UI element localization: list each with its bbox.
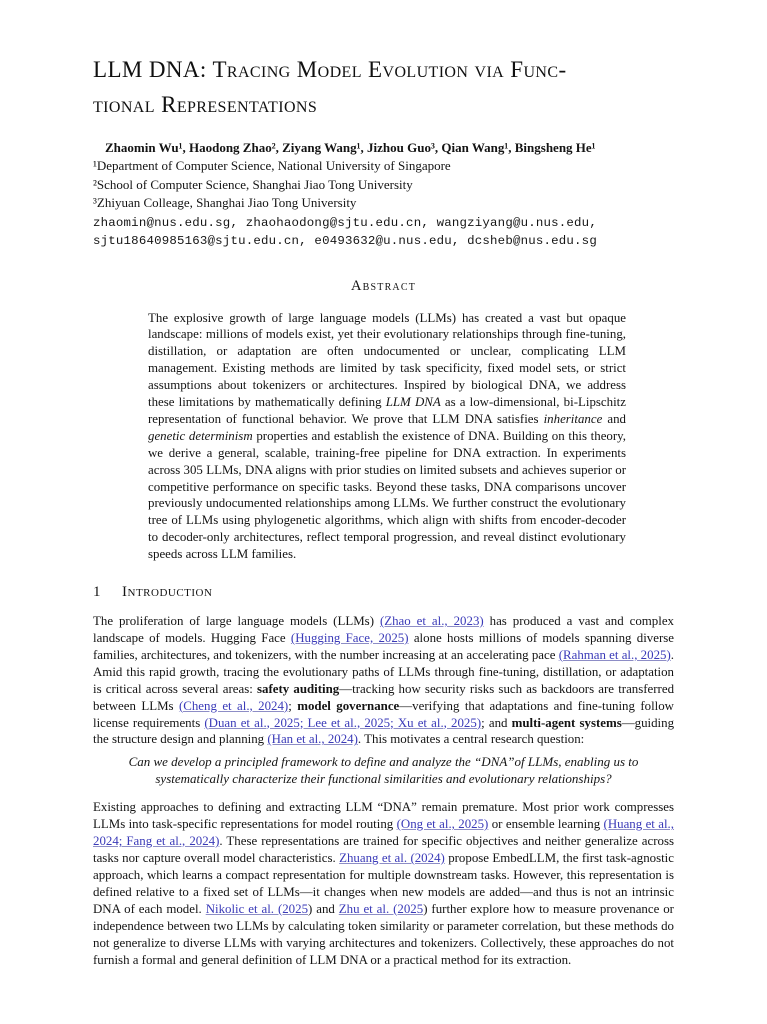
citation-link[interactable]: (Huang et al., 2024; Fang et al., 2024) (93, 817, 674, 849)
intro-paragraph-2 (93, 799, 674, 968)
text-segment: ) and (308, 901, 339, 916)
text-segment: and (602, 411, 626, 426)
emails-line-1: zhaomin@nus.edu.sg, zhaohaodong@sjtu.edu.cn, wangziyang@u.nus.edu, (93, 215, 597, 230)
text-segment: —tracking how security risks such as backdoors are transferred between LLMs (93, 681, 675, 713)
citation-link[interactable]: Zhuang et al. (2024) (339, 851, 445, 866)
text-segment: LLM DNA (385, 395, 441, 410)
text-segment: multi-agent systems (511, 715, 622, 730)
text-segment: Can we develop a principled framework to define and analyze the “DNA”of LLMs, enabling us to systematically characterize their functional similarities and evolutionary relationships? (128, 754, 639, 787)
author-block (93, 138, 674, 251)
page-title (93, 52, 674, 122)
citation-link[interactable]: (Han et al., 2024) (267, 732, 358, 747)
text-segment: The explosive growth of large language models (LLMs) has created a vast but opaque landscape: millions of models exist, yet their evolutionary relationships through fine-tuning, distillation, or adaptation are often undocumented or unclear, complicating LLM management. Existing methods are limited by task specificity, fixed model sets, or strict assumptions about tokenizers or architectures. Inspired by biological DNA, we address these limitations by mathematically defining (148, 310, 626, 410)
title-line-2: tional Representations (93, 92, 318, 117)
text-segment: The proliferation of large language models (LLMs) (93, 614, 380, 629)
authors-line: Zhaomin Wu¹, Haodong Zhao², Ziyang Wang¹, Jizhou Guo³, Qian Wang¹, Bingsheng He¹ (105, 140, 596, 155)
text-segment: . This motivates a central research question: (357, 732, 585, 747)
text-segment: ; (288, 698, 298, 713)
citation-link[interactable]: (Rahman et al., 2025) (558, 647, 671, 662)
section-title: Introduction (122, 584, 213, 601)
text-segment: ; and (481, 715, 512, 730)
text-segment: as a low-dimensional, bi-Lipschitz representation of functional behavior. We prove that LLM DNA satisfies (148, 395, 626, 426)
text-segment: alone hosts millions of models spanning diverse families, architectures, and tokenizers, with the number increasing at an accelerating pace (93, 631, 674, 662)
text-segment: . Amid this rapid growth, tracing the evolutionary paths of LLMs through fine-tuning, distillation, or adaptation is critical across several areas: (93, 647, 674, 696)
text-segment: inheritance (543, 411, 603, 426)
emails-line-2: sjtu18640985163@sjtu.edu.cn, e0493632@u.nus.edu, dcsheb@nus.edu.sg (93, 234, 597, 248)
text-segment: ) further explore how to measure provenance or independence between two LLMs by calculating token similarity or parameter correlation, but these methods do not generalize to diverse LLMs with varying architectures and tokenizers. Collectively, these approaches do not furnish a formal and general definition of LLM DNA or a practical method for its extraction. (93, 901, 674, 967)
citation-link[interactable]: (Duan et al., 2025; Lee et al., 2025; Xu et al., 2025) (204, 715, 482, 730)
citation-link[interactable]: (Zhao et al., 2023) (379, 614, 484, 629)
title-line-1: LLM DNA: Tracing Model Evolution via Func- (93, 57, 567, 82)
text-segment: propose EmbedLLM, the first task-agnostic approach, which learns a compact representation for multiple downstream tasks. However, this representation is defined relative to a fixed set of LLMs—it changes when new models are added—and thus is not an intrinsic DNA of each model. (93, 851, 674, 916)
text-segment: —guiding the structure design and planning (93, 715, 675, 747)
research-question (93, 753, 674, 787)
citation-link[interactable]: (Cheng et al., 2024) (178, 698, 289, 713)
affiliation-line-3: ³Zhiyuan Colleage, Shanghai Jiao Tong University (93, 195, 357, 210)
emails-block (93, 214, 674, 251)
text-segment: properties and establish the existence of DNA. Building on this theory, we derive a general, scalable, training-free pipeline for DNA extraction. In experiments across 305 LLMs, DNA aligns with prior studies on limited subsets and achieves superior or competitive performance on specific tasks. Beyond these tasks, DNA comparisons uncover previously undocumented relationships among LLMs. We further construct the evolutionary tree of LLMs using phylogenetic algorithms, which align with shifts from encoder-decoder to decoder-only architectures, reflect temporal progression, and reveal distinct evolutionary speeds across LLM families. (148, 428, 627, 562)
text-segment: —verifying that adaptations and fine-tuning follow license requirements (93, 698, 674, 730)
section-heading-introduction (93, 584, 674, 601)
citation-link[interactable]: Zhu et al. (2025 (338, 901, 424, 916)
text-segment: or ensemble learning (488, 817, 604, 832)
citation-link[interactable]: (Ong et al., 2025) (396, 817, 489, 832)
affiliation-line-1: ¹Department of Computer Science, National University of Singapore (93, 158, 451, 173)
citation-link[interactable]: (Hugging Face, 2025) (290, 631, 409, 645)
text-segment: Existing approaches to defining and extracting LLM “DNA” remain premature. Most prior work compresses LLMs into task-specific representations for model routing (93, 800, 674, 832)
text-segment: has produced a vast and complex landscape of models. Hugging Face (93, 614, 674, 645)
section-number: 1 (93, 584, 101, 601)
citation-link[interactable]: Nikolic et al. (2025 (205, 901, 309, 916)
affiliation-line-2: ²School of Computer Science, Shanghai Jiao Tong University (93, 176, 413, 192)
text-segment: safety auditing (257, 681, 340, 696)
intro-paragraph-1 (93, 613, 674, 748)
text-segment: genetic determinism (148, 428, 253, 443)
text-segment: model governance (297, 698, 400, 713)
abstract-text (148, 310, 626, 564)
abstract-heading: Abstract (350, 277, 417, 294)
text-segment: . These representations are trained for specific objectives and neither generalize across tasks nor capture overall model characteristics. (93, 834, 674, 866)
